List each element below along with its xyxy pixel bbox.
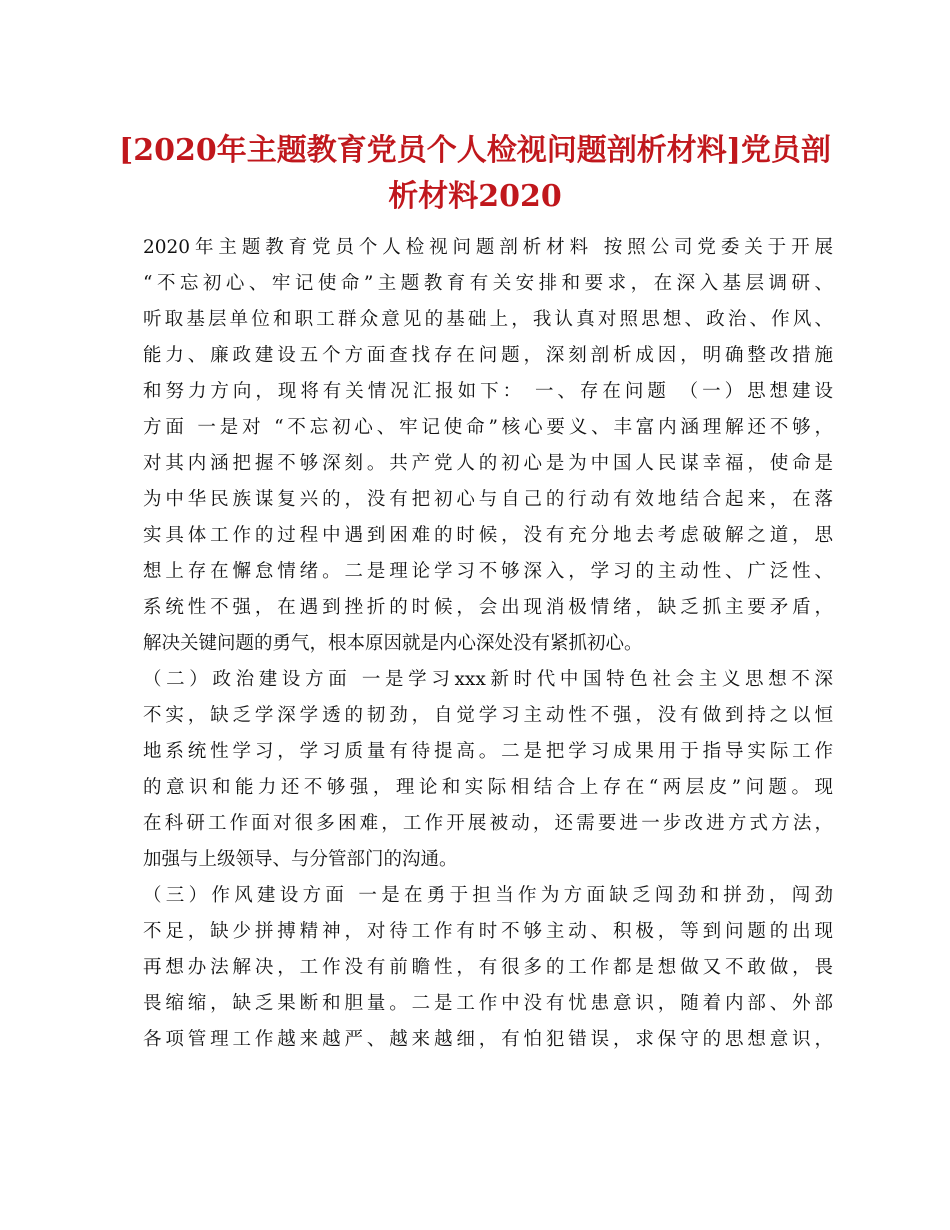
title-line-1: [2020年主题教育党员个人检视问题剖析材料]党员剖 <box>119 133 831 168</box>
body-line: 畏缩缩，缺乏果断和胆量。二是工作中没有忧患意识，随着内部、外部 <box>143 993 833 1014</box>
body-line: 实具体工作的过程中遇到困难的时候，没有充分地去考虑破解之道，思 <box>143 525 833 546</box>
body-line: “不忘初心、牢记使命”主题教育有关安排和要求，在深入基层调研、 <box>143 273 833 294</box>
body-line: （二）政治建设方面 一是学习xxx新时代中国特色社会主义思想不深 <box>143 669 833 690</box>
body-line: 对其内涵把握不够深刻。共产党人的初心是为中国人民谋幸福，使命是 <box>143 453 833 474</box>
body-line: 听取基层单位和职工群众意见的基础上，我认真对照思想、政治、作风、 <box>143 309 833 330</box>
document-title <box>100 128 850 220</box>
body-line: 系统性不强，在遇到挫折的时候，会出现消极情绪，缺乏抓主要矛盾， <box>143 597 833 618</box>
body-line: 为中华民族谋复兴的，没有把初心与自己的行动有效地结合起来，在落 <box>143 489 833 510</box>
body-line: 的意识和能力还不够强，理论和实际相结合上存在“两层皮”问题。现 <box>143 777 833 798</box>
body-line: 解决关键问题的勇气，根本原因就是内心深处没有紧抓初心。 <box>143 633 643 654</box>
body-line: 再想办法解决，工作没有前瞻性，有很多的工作都是想做又不敢做，畏 <box>143 957 833 978</box>
title-line-2: 析材料2020 <box>388 179 562 214</box>
body-line: 想上存在懈怠情绪。二是理论学习不够深入，学习的主动性、广泛性、 <box>143 561 833 582</box>
body-line: （三）作风建设方面 一是在勇于担当作为方面缺乏闯劲和拼劲，闯劲 <box>143 885 833 906</box>
body-line: 加强与上级领导、与分管部门的沟通。 <box>143 849 458 870</box>
body-line: 和努力方向，现将有关情况汇报如下： 一、存在问题 （一）思想建设 <box>143 381 833 402</box>
body-line: 方面 一是对 “不忘初心、牢记使命”核心要义、丰富内涵理解还不够， <box>143 417 833 438</box>
body-line: 各项管理工作越来越严、越来越细，有怕犯错误，求保守的思想意识， <box>143 1029 833 1050</box>
body-line: 在科研工作面对很多困难，工作开展被动，还需要进一步改进方式方法， <box>143 813 833 834</box>
body-line: 不足，缺少拼搏精神，对待工作有时不够主动、积极，等到问题的出现 <box>143 921 833 942</box>
body-line: 地系统性学习，学习质量有待提高。二是把学习成果用于指导实际工作 <box>143 741 833 762</box>
document-body <box>143 230 833 1058</box>
body-line: 2020年主题教育党员个人检视问题剖析材料 按照公司党委关于开展 <box>143 237 833 258</box>
body-line: 不实，缺乏学深学透的韧劲，自觉学习主动性不强，没有做到持之以恒 <box>143 705 833 726</box>
body-line: 能力、廉政建设五个方面查找存在问题，深刻剖析成因，明确整改措施 <box>143 345 833 366</box>
